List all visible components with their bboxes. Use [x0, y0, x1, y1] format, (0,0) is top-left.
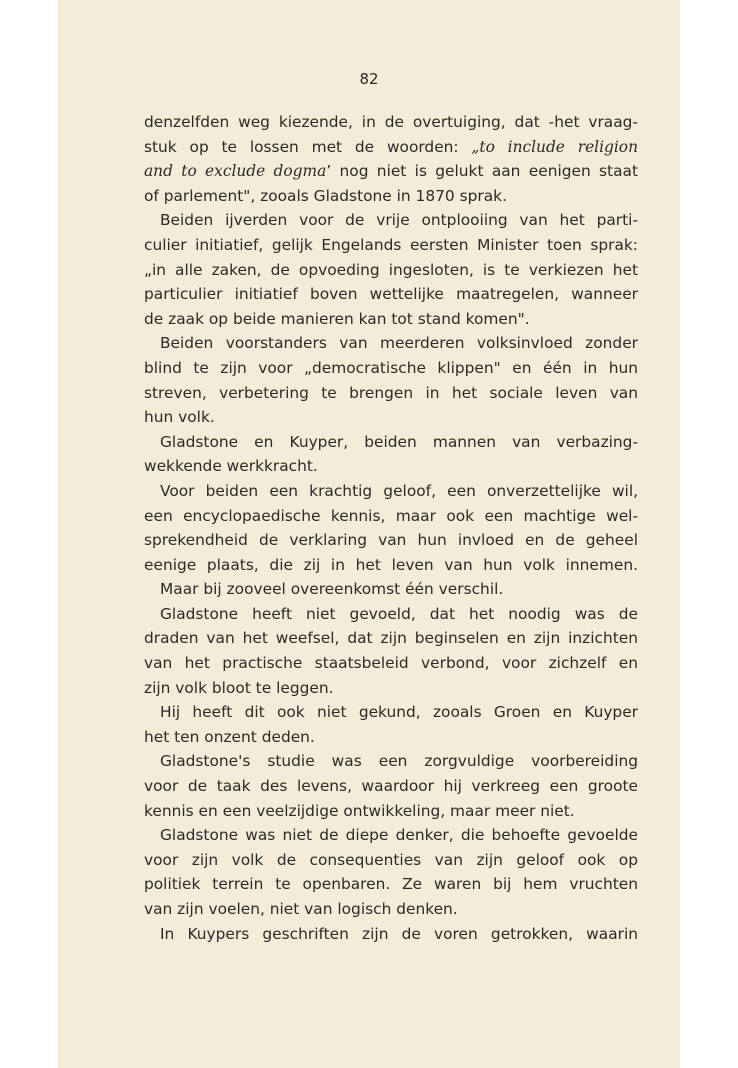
text-line: particulier initiatief boven wettelijke maatregelen, wanneer	[144, 285, 638, 304]
text-line: van het practische staatsbeleid verbond, voor zichzelf en	[144, 654, 638, 673]
paragraph-1	[144, 110, 638, 208]
text-line: wekkende werkkracht.	[144, 457, 318, 476]
text-line: voor de taak des levens, waardoor hij verkreeg een groote	[144, 777, 638, 796]
text-line: blind te zijn voor „democratische klippen" en één in hun	[144, 358, 638, 377]
text-line: Voor beiden een krachtig geloof, een onverzettelijke wil,	[160, 481, 638, 500]
paragraph-8	[144, 700, 638, 749]
italic-quote: „to include religion	[471, 137, 638, 156]
text-line: Beiden ijverden voor de vrije ontplooiing van het parti-	[160, 211, 638, 230]
paragraph-10	[144, 823, 638, 921]
text-fragment: nog niet is gelukt aan eenigen staat	[339, 162, 638, 181]
text-line: streven, verbetering te brengen in het sociale leven van	[144, 383, 638, 402]
text-line: de zaak op beide manieren kan tot stand komen".	[144, 309, 530, 328]
paragraph-3	[144, 331, 638, 429]
quote-mark: ’	[326, 162, 332, 181]
paragraph-7	[144, 602, 638, 700]
left-margin	[0, 0, 58, 1068]
text-line: van zijn voelen, niet van logisch denken.	[144, 900, 458, 918]
text-line	[144, 159, 638, 184]
text-line: zijn volk bloot te leggen.	[144, 678, 334, 697]
body-text	[144, 110, 638, 946]
text-line: In Kuypers geschriften zijn de voren getrokken, waarin	[160, 924, 638, 943]
text-line: Hij heeft dit ook niet gekund, zooals Groen en Kuyper	[160, 703, 638, 722]
text-line: of parlement", zooals Gladstone in 1870 sprak.	[144, 186, 507, 205]
paragraph-6	[144, 577, 638, 602]
text-line	[144, 135, 638, 160]
right-margin	[680, 0, 738, 1068]
text-line: draden van het weefsel, dat zijn beginselen en zijn inzichten	[144, 629, 638, 648]
page-number: 82	[359, 70, 379, 88]
paragraph-9	[144, 749, 638, 823]
text-line: voor zijn volk de consequenties van zijn geloof ook op	[144, 850, 638, 869]
text-line: hun volk.	[144, 408, 215, 427]
text-line: Gladstone was niet de diepe denker, die behoefte gevoelde	[160, 826, 638, 845]
text-line: Beiden voorstanders van meerderen volksinvloed zonder	[160, 334, 638, 353]
text-line: culier initiatief, gelijk Engelands eersten Minister toen sprak:	[144, 235, 638, 254]
paragraph-5	[144, 479, 638, 577]
book-page	[58, 0, 680, 1068]
italic-quote: and to exclude dogma	[144, 162, 327, 181]
text-line: eenige plaats, die zij in het leven van hun volk innemen.	[144, 555, 638, 574]
text-line: Gladstone's studie was een zorgvuldige voorbereiding	[160, 752, 638, 771]
text-line: het ten onzent deden.	[144, 727, 315, 746]
text-line: Maar bij zooveel overeenkomst één verschil.	[160, 580, 504, 599]
text-line: een encyclopaedische kennis, maar ook een machtige wel-	[144, 506, 638, 525]
text-line: Gladstone en Kuyper, beiden mannen van verbazing-	[160, 432, 638, 451]
text-fragment: stuk op te lossen met de woorden:	[144, 137, 459, 156]
text-line: Gladstone heeft niet gevoeld, dat het noodig was de	[160, 604, 638, 623]
paragraph-11	[144, 922, 638, 947]
text-line: denzelfden weg kiezende, in de overtuiging, dat -het vraag-	[144, 113, 638, 131]
text-line: sprekendheid de verklaring van hun invloed en de geheel	[144, 531, 638, 550]
text-line: kennis en een veelzijdige ontwikkeling, maar meer niet.	[144, 801, 575, 820]
paragraph-2	[144, 208, 638, 331]
text-line: politiek terrein te openbaren. Ze waren bij hem vruchten	[144, 875, 638, 894]
paragraph-4	[144, 430, 638, 479]
text-line: „in alle zaken, de opvoeding ingesloten, is te verkiezen het	[144, 260, 638, 279]
